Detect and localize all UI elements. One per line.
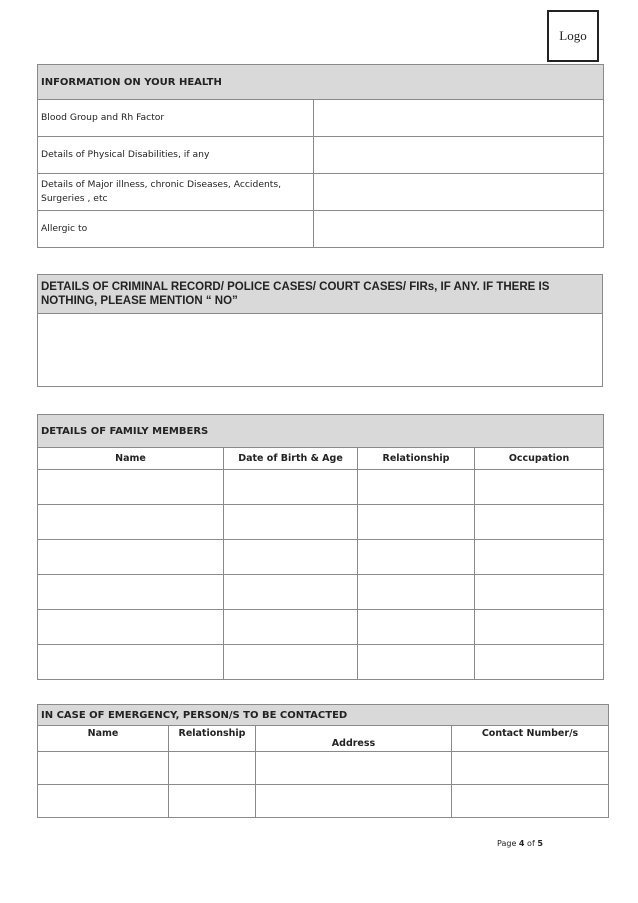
criminal-details-field[interactable] <box>38 314 603 387</box>
health-field-illness[interactable] <box>314 174 604 211</box>
emergency-col-relationship: Relationship <box>169 726 256 752</box>
family-cell[interactable] <box>475 610 604 645</box>
table-row <box>38 540 604 575</box>
table-row <box>38 505 604 540</box>
health-label-disabilities: Details of Physical Disabilities, if any <box>38 137 314 174</box>
emergency-cell[interactable] <box>38 785 169 818</box>
family-cell[interactable] <box>224 505 358 540</box>
family-col-dob: Date of Birth & Age <box>224 448 358 470</box>
family-cell[interactable] <box>358 645 475 680</box>
footer-of-word: of <box>527 839 535 848</box>
health-table <box>37 64 604 248</box>
family-cell[interactable] <box>475 540 604 575</box>
emergency-title: IN CASE OF EMERGENCY, PERSON/S TO BE CONTACTED <box>38 705 609 726</box>
emergency-cell[interactable] <box>169 785 256 818</box>
emergency-cell[interactable] <box>452 785 609 818</box>
family-cell[interactable] <box>358 505 475 540</box>
health-field-allergic[interactable] <box>314 211 604 248</box>
table-row <box>38 610 604 645</box>
logo-box: Logo <box>547 10 599 62</box>
table-row <box>38 645 604 680</box>
table-row <box>38 752 609 785</box>
health-label-allergic: Allergic to <box>38 211 314 248</box>
family-cell[interactable] <box>224 540 358 575</box>
family-cell[interactable] <box>475 645 604 680</box>
family-cell[interactable] <box>224 645 358 680</box>
footer-page-number: 4 <box>518 839 525 848</box>
table-row <box>38 470 604 505</box>
footer-page-word: Page <box>497 839 517 848</box>
criminal-title: DETAILS OF CRIMINAL RECORD/ POLICE CASES/ COURT CASES/ FIRs, IF ANY. IF THERE IS NOTHING, PLEASE MENTION “ NO” <box>38 275 603 314</box>
family-title: DETAILS OF FAMILY MEMBERS <box>38 415 604 448</box>
family-cell[interactable] <box>38 645 224 680</box>
family-cell[interactable] <box>475 505 604 540</box>
health-field-disabilities[interactable] <box>314 137 604 174</box>
health-title: INFORMATION ON YOUR HEALTH <box>38 65 604 100</box>
family-cell[interactable] <box>475 575 604 610</box>
emergency-cell[interactable] <box>256 785 452 818</box>
family-cell[interactable] <box>38 575 224 610</box>
emergency-cell[interactable] <box>38 752 169 785</box>
family-cell[interactable] <box>38 505 224 540</box>
table-row <box>38 575 604 610</box>
emergency-col-contact: Contact Number/s <box>452 726 609 752</box>
family-cell[interactable] <box>38 540 224 575</box>
family-cell[interactable] <box>358 540 475 575</box>
page-footer <box>497 839 543 848</box>
table-row <box>38 785 609 818</box>
emergency-col-address: Address <box>256 726 452 752</box>
family-cell[interactable] <box>224 610 358 645</box>
emergency-col-name: Name <box>38 726 169 752</box>
family-cell[interactable] <box>358 610 475 645</box>
emergency-cell[interactable] <box>169 752 256 785</box>
emergency-table <box>37 704 609 818</box>
health-field-blood-group[interactable] <box>314 100 604 137</box>
family-col-name: Name <box>38 448 224 470</box>
family-cell[interactable] <box>38 610 224 645</box>
family-cell[interactable] <box>38 470 224 505</box>
emergency-cell[interactable] <box>256 752 452 785</box>
family-cell[interactable] <box>475 470 604 505</box>
family-table <box>37 414 604 680</box>
criminal-table <box>37 274 603 387</box>
family-cell[interactable] <box>358 470 475 505</box>
family-col-occupation: Occupation <box>475 448 604 470</box>
health-label-illness: Details of Major illness, chronic Diseases, Accidents, Surgeries , etc <box>38 174 314 211</box>
family-cell[interactable] <box>224 470 358 505</box>
health-label-blood-group: Blood Group and Rh Factor <box>38 100 314 137</box>
family-col-relationship: Relationship <box>358 448 475 470</box>
family-cell[interactable] <box>358 575 475 610</box>
emergency-cell[interactable] <box>452 752 609 785</box>
family-cell[interactable] <box>224 575 358 610</box>
footer-total-pages: 5 <box>537 839 543 848</box>
